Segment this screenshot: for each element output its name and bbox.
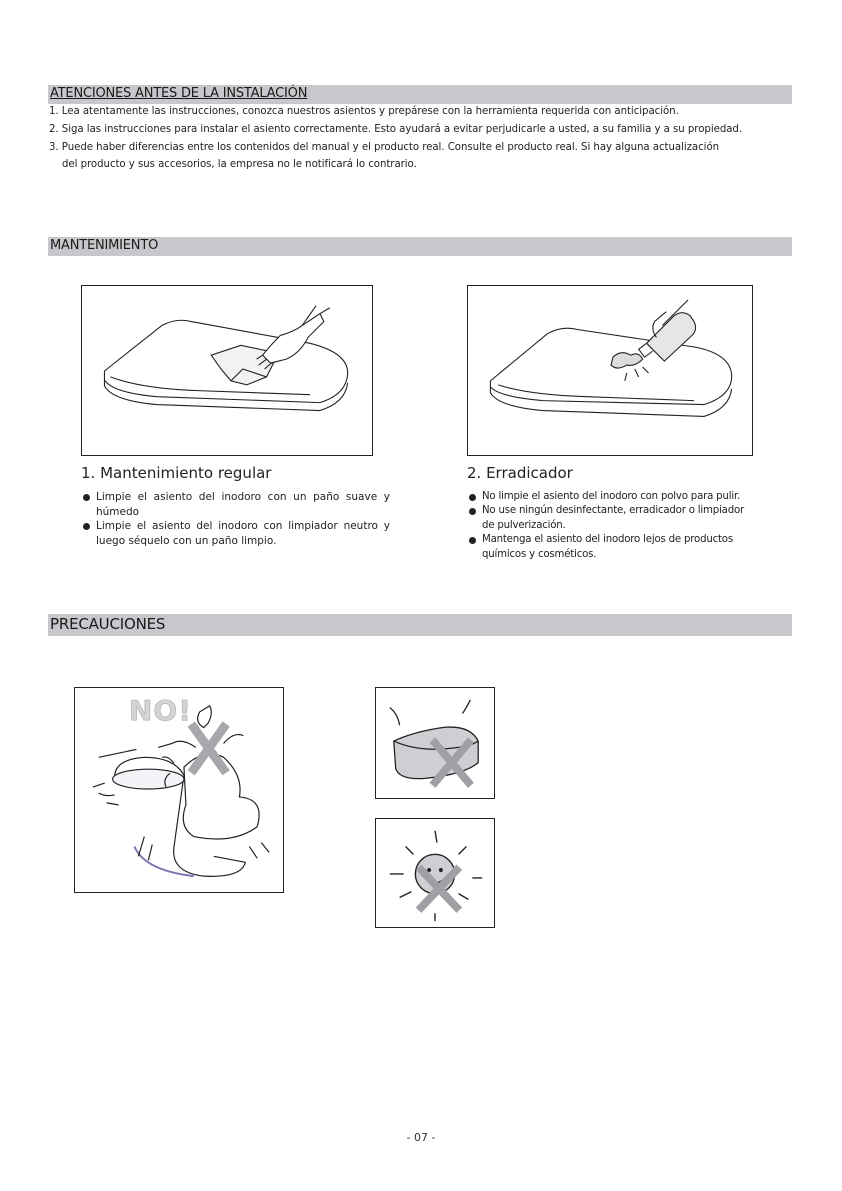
bullet-dot-icon — [469, 537, 476, 544]
regular-bullet-1: Limpie el asiento del inodoro con un paño suave y húmedo — [96, 490, 390, 519]
section-title-attention: ATENCIONES ANTES DE LA INSTALACIÓN — [50, 86, 308, 101]
section-header-precautions — [48, 614, 792, 636]
regular-maintenance-title: 1. Mantenimiento regular — [81, 464, 272, 482]
section-header-attention — [48, 85, 792, 104]
attention-line-4: del producto y sus accesorios, la empresa no le notificará lo contrario. — [62, 159, 417, 170]
eradicator-bullet-1: No limpie el asiento del inodoro con polvo para pulir. — [482, 490, 772, 505]
sponge-icon — [376, 688, 494, 798]
attention-line-1: 1. Lea atentamente las instrucciones, conozca nuestros asientos y prepárese con la herramienta requerida con anticipación. — [49, 106, 679, 117]
bullet-dot-icon — [469, 508, 476, 515]
no-sign-text: NO! — [129, 694, 193, 727]
cleaner-bottle-icon — [468, 286, 752, 455]
person-on-toilet-icon — [75, 688, 283, 892]
toilet-seat-cloth-icon — [82, 286, 372, 455]
bullet-dot-icon — [83, 494, 90, 501]
no-sunlight-illustration — [375, 818, 495, 928]
bullet-dot-icon — [469, 494, 476, 501]
no-abrasive-sponge-illustration — [375, 687, 495, 799]
wipe-seat-illustration — [81, 285, 373, 456]
cleaner-seat-illustration — [467, 285, 753, 456]
section-header-maintenance — [48, 237, 792, 256]
bullet-dot-icon — [83, 523, 90, 530]
attention-line-3: 3. Puede haber diferencias entre los contenidos del manual y el producto real. Consulte el producto real. Si hay alguna actualización — [49, 142, 720, 153]
regular-bullet-2: Limpie el asiento del inodoro con limpiador neutro y luego séquelo con un paño limpio. — [96, 519, 390, 548]
section-title-maintenance: MANTENIMIENTO — [50, 238, 159, 253]
eradicator-bullet-2: No use ningún desinfectante, erradicador o limpiador de pulverización. — [482, 504, 772, 533]
eradicator-title: 2. Erradicador — [467, 464, 573, 482]
page-number: - 07 - — [406, 1131, 436, 1144]
eradicator-bullet-3: Mantenga el asiento del inodoro lejos de productos químicos y cosméticos. — [482, 533, 772, 562]
attention-line-2: 2. Siga las instrucciones para instalar el asiento correctamente. Esto ayudará a evitar perjudicarle a usted, a su familia y a su propiedad. — [49, 124, 743, 135]
section-title-precautions: PRECAUCIONES — [50, 615, 166, 633]
no-standing-illustration — [74, 687, 284, 893]
sun-icon — [376, 819, 494, 927]
